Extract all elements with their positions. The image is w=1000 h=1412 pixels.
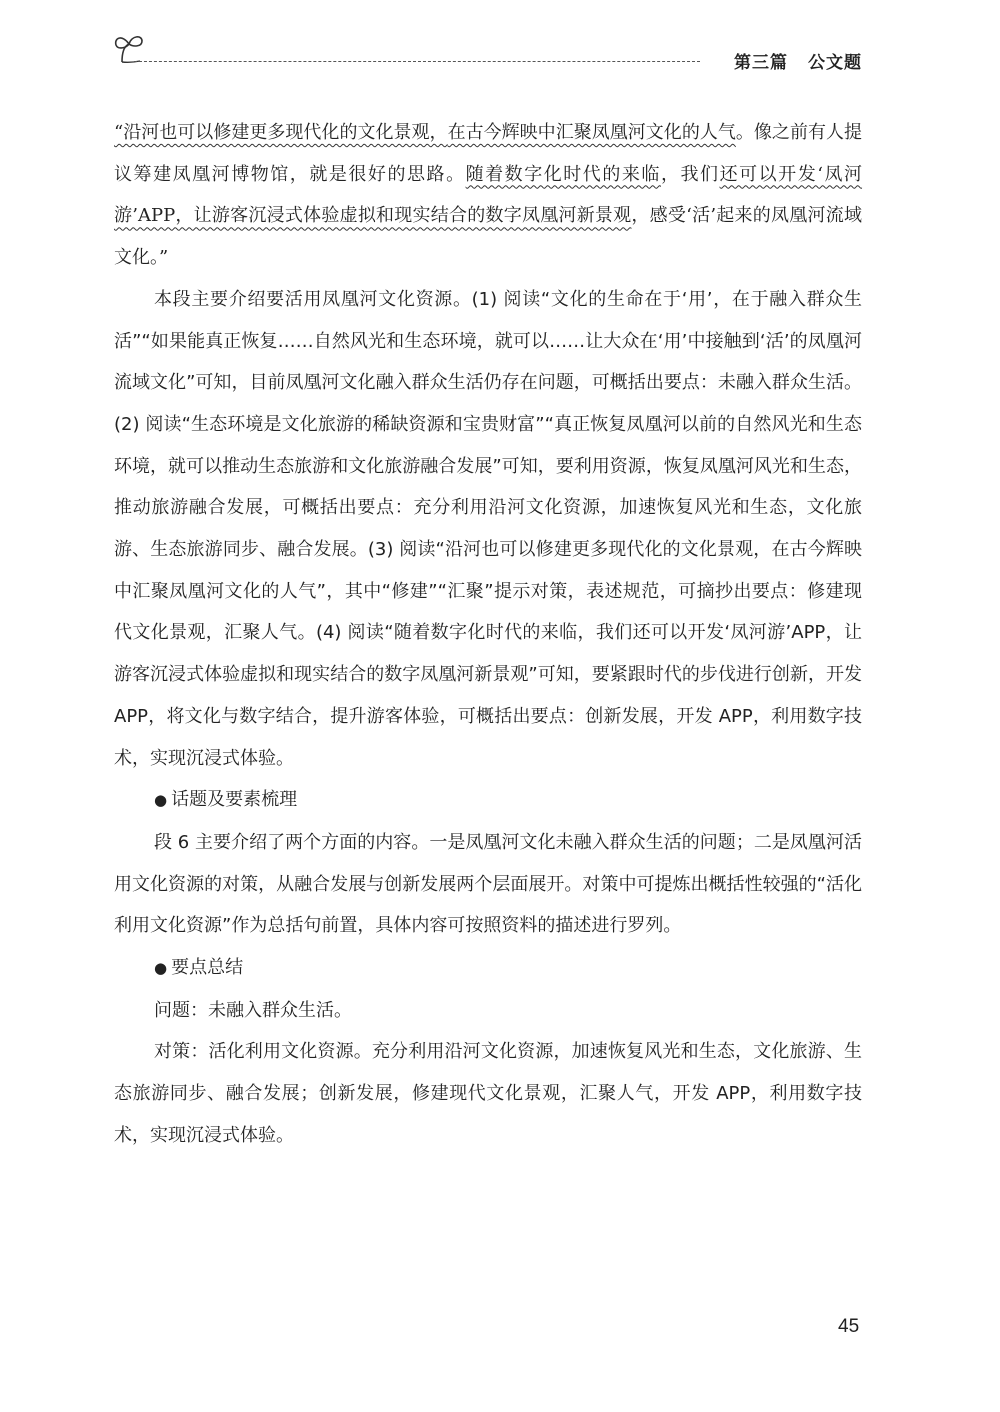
category-label: 公文题 <box>808 53 862 73</box>
summary-heading <box>114 947 862 990</box>
quoted-material-paragraph <box>114 112 862 279</box>
bullet-icon: ● <box>154 959 168 978</box>
quote-part-7: ，感受‘活’起来的凤凰河流域文化。” <box>114 205 862 269</box>
topic-heading-text: 话题及要素梳理 <box>171 789 298 811</box>
page-header <box>112 30 862 74</box>
quote-part-4: 随着数字化时代的来临 <box>465 163 661 185</box>
bullet-icon: ● <box>154 791 168 810</box>
header-title <box>734 48 862 73</box>
quote-part-2: 在古今辉映中汇聚凤凰河文化的人气 <box>447 122 736 143</box>
summary-heading-text: 要点总结 <box>171 957 244 979</box>
quote-part-3: 。像之前有人提议筹建凤凰河博物馆，就是很好的思路。 <box>114 122 863 185</box>
header-divider <box>134 61 700 62</box>
analysis-paragraph: 本段主要介绍要活用凤凰河文化资源。(1) 阅读“文化的生命在于‘用’，在于融入群众生活”“如果能真正恢复……自然风光和生态环境，就可以……让大众在‘用’中接触到‘活’的凤凰河流域文化”可知，目前凤凰河文化融入群众生活仍存在问题，可概括出要点：未融入群众生活。(2) 阅读“生态环境是文化旅游的稀缺资源和宝贵财富”“真正恢复凤凰河以前的自然风光和生态环境，就可以推动生态旅游和文化旅游融合发展”可知，要利用资源，恢复凤凰河风光和生态，推动旅游融合发展，可概括出要点：充分利用沿河文化资源，加速恢复风光和生态，文化旅游、生态旅游同步、融合发展。(3) 阅读“沿河也可以修建更多现代化的文化景观，在古今辉映中汇聚凤凰河文化的人气”，其中“修建”“汇聚”提示对策，表述规范，可摘抄出要点：修建现代文化景观，汇聚人气。(4) 阅读“随着数字化时代的来临，我们还可以开发‘凤河游’APP，让游客沉浸式体验虚拟和现实结合的数字凤凰河新景观”可知，要紧跟时代的步伐进行创新，开发 APP，将文化与数字结合，提升游客体验，可概括出要点：创新发展，开发 APP，利用数字技术，实现沉浸式体验。 <box>114 288 862 769</box>
quote-part-1: “沿河也可以修建更多现代化的文化景观， <box>114 122 448 143</box>
quote-part-6: 还可以开发‘凤河游’APP，让游客沉浸式体验虚拟和现实结合的数字凤凰河新景观 <box>114 163 863 227</box>
main-content <box>114 112 862 1157</box>
section-label: 第三篇 <box>734 53 788 73</box>
topic-body: 段 6 主要介绍了两个方面的内容。一是凤凰河文化未融入群众生活的问题；二是凤凰河活用文化资源的对策，从融合发展与创新发展两个层面展开。对策中可提炼出概括性较强的“活化利用文化资源”作为总括句前置，具体内容可按照资料的描述进行罗列。 <box>114 831 862 937</box>
summary-solution: 对策：活化利用文化资源。充分利用沿河文化资源，加速恢复风光和生态，文化旅游、生态旅游同步、融合发展；创新发展，修建现代文化景观，汇聚人气，开发 APP，利用数字技术，实现沉浸式体验。 <box>114 1041 862 1146</box>
page-number: 45 <box>838 1316 860 1337</box>
topic-heading <box>114 779 862 822</box>
summary-problem: 问题：未融入群众生活。 <box>154 999 352 1021</box>
quote-part-5: ，我们 <box>660 163 720 185</box>
